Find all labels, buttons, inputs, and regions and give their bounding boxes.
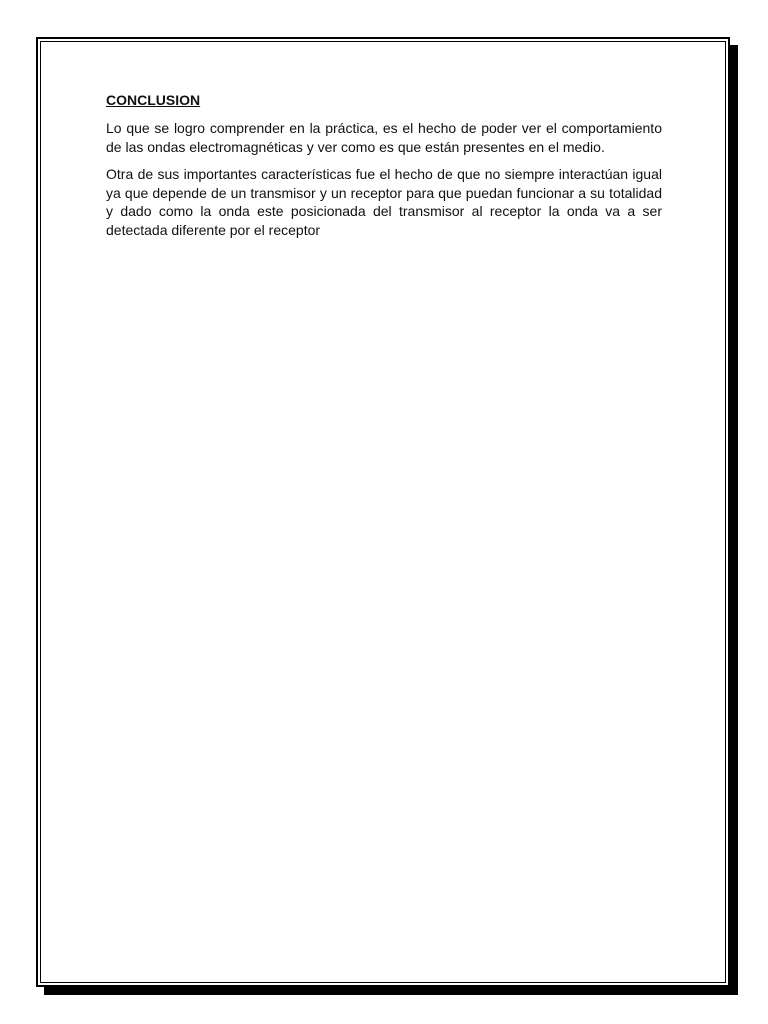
paragraph-2: Otra de sus importantes características fue el hecho de que no siempre interactúan igual ya que depende de un transmisor y un receptor para que puedan funcionar a su totalidad y dado como la onda este posicionada del transmisor al receptor la onda va a ser detectada diferente por el receptor xyxy=(106,166,662,238)
section-heading: CONCLUSION xyxy=(106,92,201,108)
page-content xyxy=(106,90,662,248)
paragraph-1: Lo que se logro comprender en la práctica, es el hecho de poder ver el comportamiento de las ondas electromagnéticas y ver como es que están presentes en el medio. xyxy=(106,120,662,155)
